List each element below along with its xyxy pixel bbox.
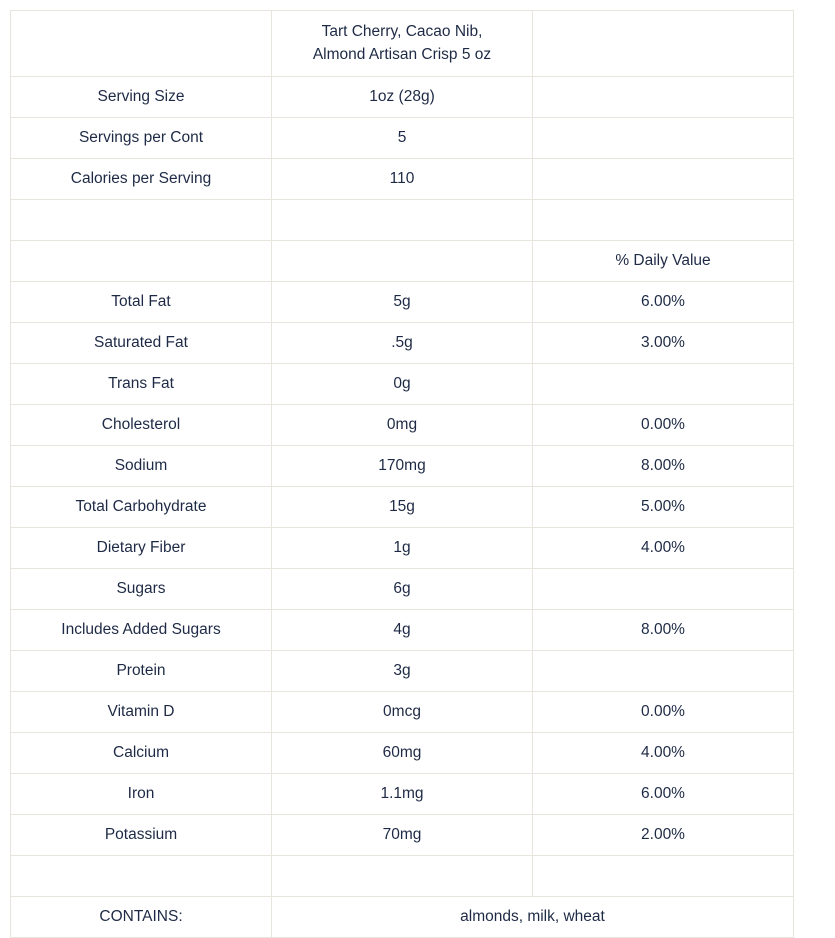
empty-cell — [533, 118, 794, 159]
row-value: 6g — [272, 569, 533, 610]
contains-value: almonds, milk, wheat — [272, 897, 794, 938]
row-label: Vitamin D — [11, 692, 272, 733]
row-label: Total Fat — [11, 282, 272, 323]
row-value: .5g — [272, 323, 533, 364]
row-daily-value: 6.00% — [533, 774, 794, 815]
table-row-spacer — [11, 200, 794, 241]
row-daily-value — [533, 364, 794, 405]
row-daily-value: 6.00% — [533, 282, 794, 323]
row-label: Calories per Serving — [11, 159, 272, 200]
row-value: 170mg — [272, 446, 533, 487]
row-value: 1.1mg — [272, 774, 533, 815]
table-row-dietary-fiber — [11, 528, 794, 569]
row-label: Calcium — [11, 733, 272, 774]
row-value: 1oz (28g) — [272, 77, 533, 118]
row-daily-value: 2.00% — [533, 815, 794, 856]
table-row-contains — [11, 897, 794, 938]
row-value: 0mcg — [272, 692, 533, 733]
row-value: 70mg — [272, 815, 533, 856]
table-row-iron — [11, 774, 794, 815]
row-value: 15g — [272, 487, 533, 528]
row-daily-value: 4.00% — [533, 733, 794, 774]
product-name-line2: Almond Artisan Crisp 5 oz — [312, 45, 492, 63]
table-row-spacer — [11, 856, 794, 897]
empty-cell — [533, 159, 794, 200]
row-label: Iron — [11, 774, 272, 815]
product-name-cell — [272, 11, 533, 77]
row-label: Dietary Fiber — [11, 528, 272, 569]
table-row-potassium — [11, 815, 794, 856]
empty-cell — [272, 200, 533, 241]
nutrition-table — [10, 10, 794, 938]
daily-value-header: % Daily Value — [533, 241, 794, 282]
row-value: 0g — [272, 364, 533, 405]
empty-cell — [11, 11, 272, 77]
row-value: 5g — [272, 282, 533, 323]
row-daily-value: 8.00% — [533, 610, 794, 651]
row-label: Trans Fat — [11, 364, 272, 405]
empty-cell — [11, 856, 272, 897]
table-row-total-carbohydrate — [11, 487, 794, 528]
row-label: Includes Added Sugars — [11, 610, 272, 651]
table-row-trans-fat — [11, 364, 794, 405]
row-label: Potassium — [11, 815, 272, 856]
row-label: Servings per Cont — [11, 118, 272, 159]
empty-cell — [533, 77, 794, 118]
table-row-serving-size — [11, 77, 794, 118]
row-label: Saturated Fat — [11, 323, 272, 364]
table-row-product-header — [11, 11, 794, 77]
row-daily-value: 4.00% — [533, 528, 794, 569]
row-daily-value: 3.00% — [533, 323, 794, 364]
row-label: Protein — [11, 651, 272, 692]
row-label: Serving Size — [11, 77, 272, 118]
empty-cell — [533, 11, 794, 77]
table-row-sodium — [11, 446, 794, 487]
table-row-cholesterol — [11, 405, 794, 446]
empty-cell — [11, 200, 272, 241]
row-daily-value — [533, 651, 794, 692]
row-daily-value: 8.00% — [533, 446, 794, 487]
row-daily-value: 0.00% — [533, 692, 794, 733]
empty-cell — [272, 856, 533, 897]
row-daily-value: 5.00% — [533, 487, 794, 528]
row-value: 60mg — [272, 733, 533, 774]
table-row-includes-added-sugars — [11, 610, 794, 651]
row-value: 3g — [272, 651, 533, 692]
empty-cell — [272, 241, 533, 282]
row-label: Total Carbohydrate — [11, 487, 272, 528]
row-value: 4g — [272, 610, 533, 651]
row-label: Sugars — [11, 569, 272, 610]
row-value: 0mg — [272, 405, 533, 446]
table-row-servings-per-cont — [11, 118, 794, 159]
row-daily-value — [533, 569, 794, 610]
table-row-saturated-fat — [11, 323, 794, 364]
table-row-total-fat — [11, 282, 794, 323]
table-row-calcium — [11, 733, 794, 774]
table-row-vitamin-d — [11, 692, 794, 733]
row-label: Cholesterol — [11, 405, 272, 446]
empty-cell — [11, 241, 272, 282]
table-row-sugars — [11, 569, 794, 610]
table-row-protein — [11, 651, 794, 692]
product-name-line1: Tart Cherry, Cacao Nib, — [321, 23, 483, 41]
row-label: Sodium — [11, 446, 272, 487]
table-row-daily-value-header — [11, 241, 794, 282]
empty-cell — [533, 200, 794, 241]
contains-label: CONTAINS: — [11, 897, 272, 938]
table-row-calories-per-serving — [11, 159, 794, 200]
empty-cell — [533, 856, 794, 897]
row-value: 110 — [272, 159, 533, 200]
row-value: 1g — [272, 528, 533, 569]
row-value: 5 — [272, 118, 533, 159]
row-daily-value: 0.00% — [533, 405, 794, 446]
